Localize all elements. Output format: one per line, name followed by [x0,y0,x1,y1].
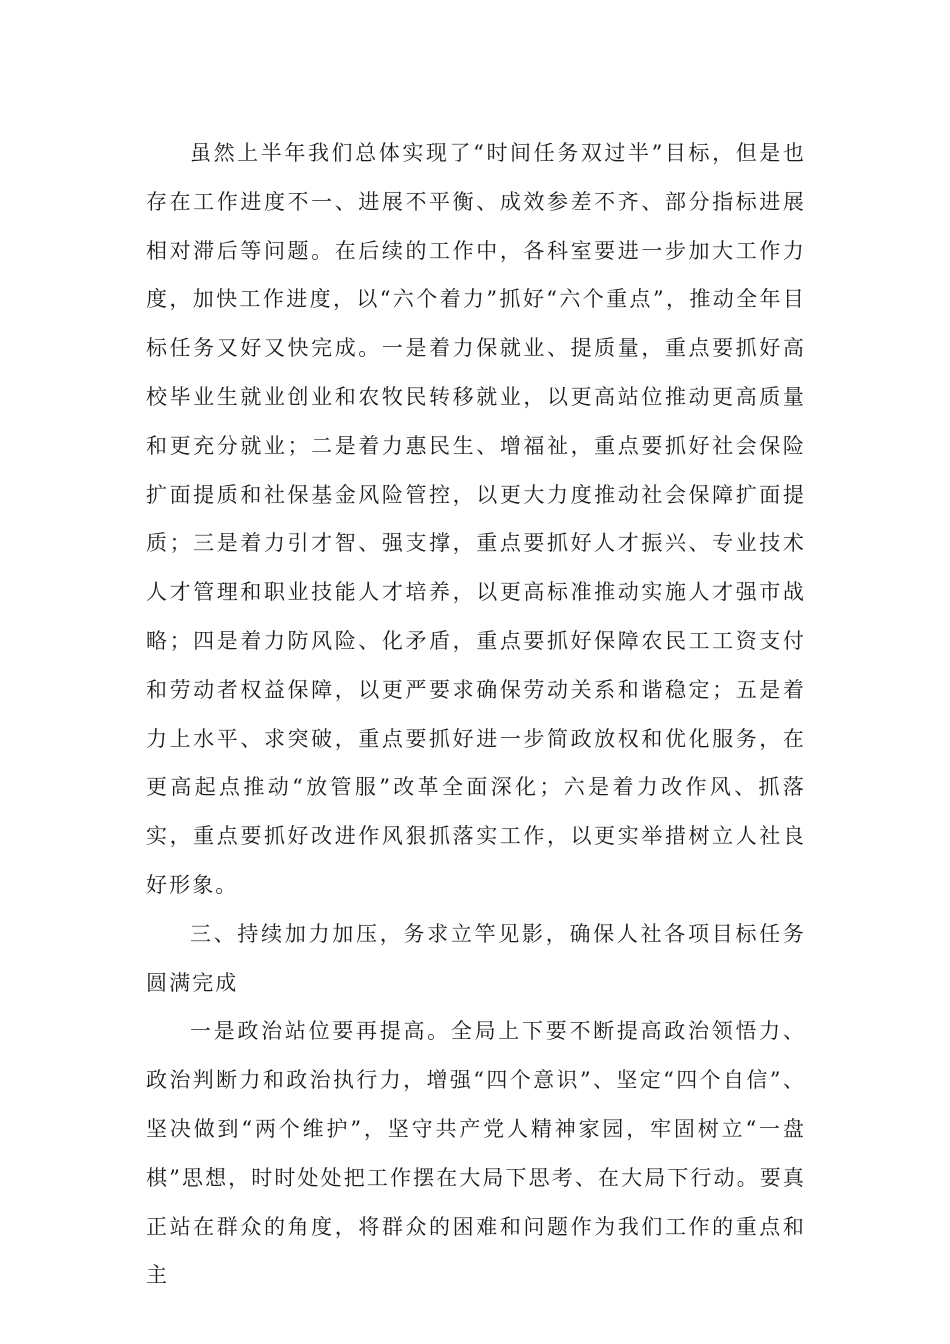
document-body [146,129,806,1300]
paragraph-political-stance: 一是政治站位要再提高。全局上下要不断提高政治领悟力、政治判断力和政治执行力，增强“四个意识”、坚定“四个自信”、坚决做到“两个维护”，坚守共产党人精神家园，牢固树立“一盘棋”思想，时时处处把工作摆在大局下思考、在大局下行动。要真正站在群众的角度，将群众的困难和问题作为我们工作的重点和主 [146,1019,806,1288]
section-heading-three: 三、持续加力加压，务求立竿见影，确保人社各项目标任务圆满完成 [146,921,806,995]
paragraph-work-targets: 虽然上半年我们总体实现了“时间任务双过半”目标，但是也存在工作进度不一、进展不平衡、成效参差不齐、部分指标进展相对滞后等问题。在后续的工作中，各科室要进一步加大工作力度，加快工作进度，以“六个着力”抓好“六个重点”，推动全年目标任务又好又快完成。一是着力保就业、提质量，重点要抓好高校毕业生就业创业和农牧民转移就业，以更高站位推动更高质量和更充分就业；二是着力惠民生、增福祉，重点要抓好社会保险扩面提质和社保基金风险管控，以更大力度推动社会保障扩面提质；三是着力引才智、强支撑，重点要抓好人才振兴、专业技术人才管理和职业技能人才培养，以更高标准推动实施人才强市战略；四是着力防风险、化矛盾，重点要抓好保障农民工工资支付和劳动者权益保障，以更严要求确保劳动关系和谐稳定；五是着力上水平、求突破，重点要抓好进一步简政放权和优化服务，在更高起点推动“放管服”改革全面深化；六是着力改作风、抓落实，重点要抓好改进作风狠抓落实工作，以更实举措树立人社良好形象。 [146,141,806,897]
